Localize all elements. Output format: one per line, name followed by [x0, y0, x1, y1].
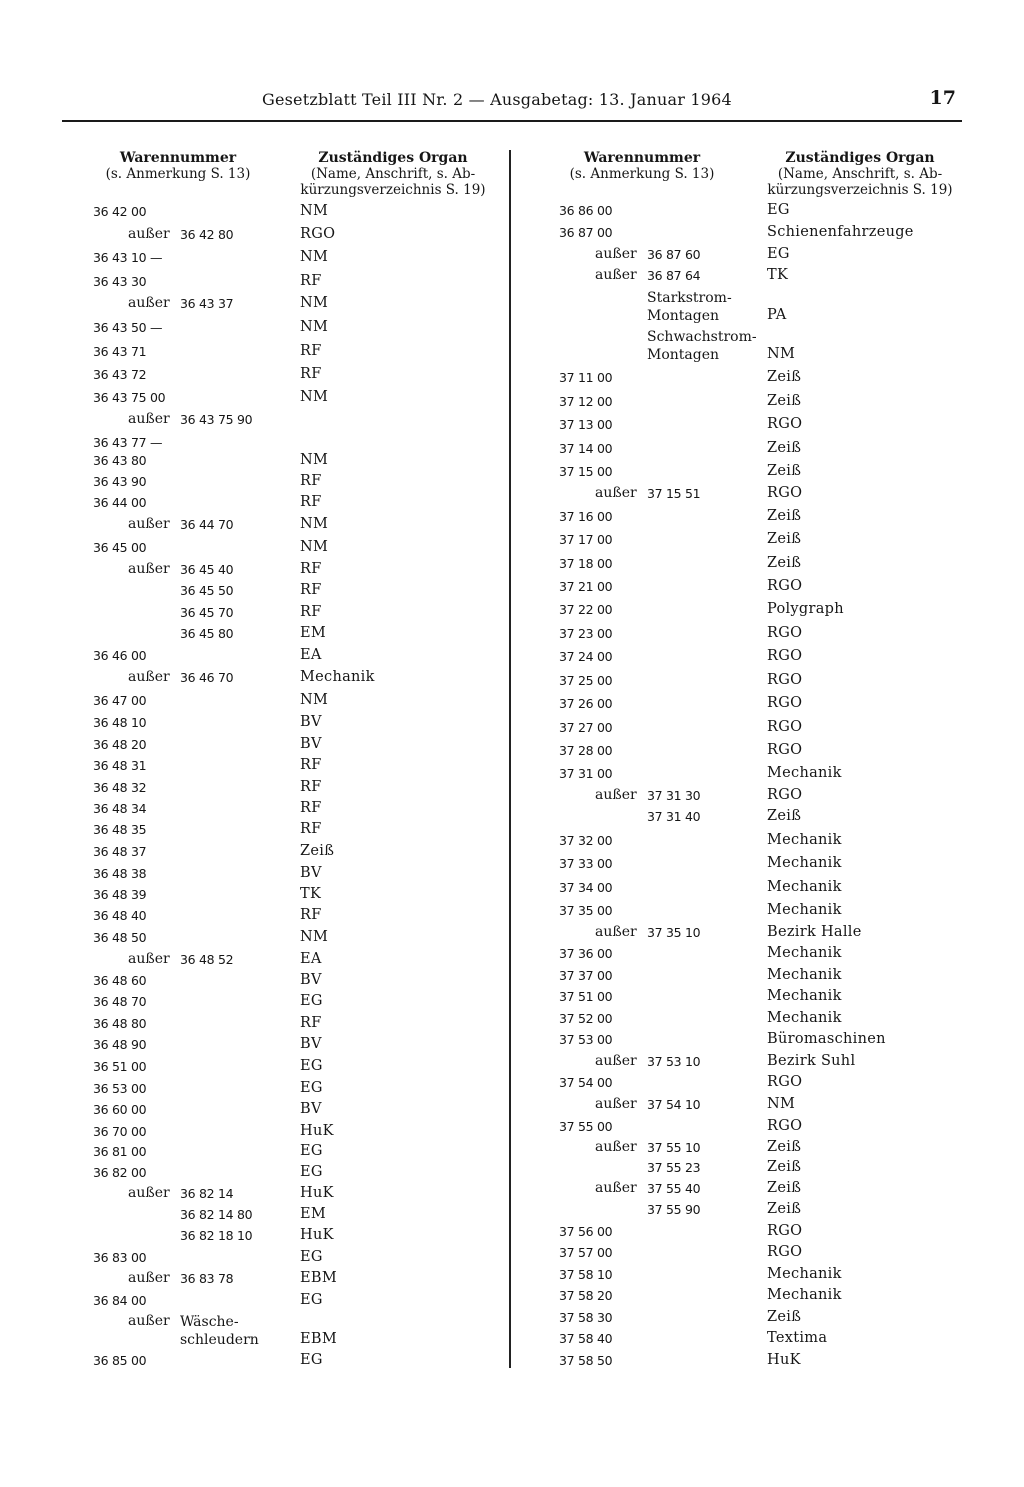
ware-number: 36 44 00 [93, 495, 147, 510]
organ-name: Zeiß [767, 1201, 802, 1217]
ware-number: 36 48 35 [93, 822, 147, 837]
ware-number: 37 12 00 [559, 394, 613, 409]
left-ware-heading: Warennummer (s. Anmerkung S. 13) [105, 150, 251, 182]
ware-number: 36 48 39 [93, 887, 147, 902]
ware-number: 37 55 40 [647, 1181, 701, 1196]
ware-number: 36 48 20 [93, 737, 147, 752]
organ-name: NM [300, 295, 329, 311]
organ-name: Zeiß [300, 843, 335, 859]
ware-number: 36 48 60 [93, 973, 147, 988]
ware-number: 36 82 14 80 [180, 1207, 253, 1222]
organ-name: RGO [767, 742, 803, 758]
ware-number: 37 14 00 [559, 441, 613, 456]
ausser-prefix: außer [595, 924, 637, 940]
organ-name: Zeiß [767, 369, 802, 385]
organ-name: RGO [767, 787, 803, 803]
organ-name: NM [300, 203, 329, 219]
organ-name: Mechanik [767, 902, 842, 918]
organ-name: RF [300, 582, 322, 598]
ware-number: 36 70 00 [93, 1124, 147, 1139]
ausser-prefix: außer [128, 1185, 170, 1201]
organ-name: RGO [767, 719, 803, 735]
ware-number: 37 55 10 [647, 1140, 701, 1155]
organ-name: HuK [767, 1352, 801, 1368]
ware-number: 37 15 00 [559, 464, 613, 479]
organ-name: NM [767, 1096, 796, 1112]
organ-name: Polygraph [767, 601, 844, 617]
organ-name: NM [767, 346, 796, 362]
ware-number: 36 42 80 [180, 227, 234, 242]
ware-number: 36 43 77 — [93, 435, 163, 450]
organ-name: RGO [767, 416, 803, 432]
ware-label: Schwachstrom- [647, 329, 757, 345]
organ-name: Zeiß [767, 463, 802, 479]
organ-name: Mechanik [767, 1287, 842, 1303]
right-ware-heading: Warennummer (s. Anmerkung S. 13) [569, 150, 715, 182]
organ-name: RF [300, 821, 322, 837]
ware-number: 37 53 10 [647, 1054, 701, 1069]
ware-number: 36 45 70 [180, 605, 234, 620]
ware-label: Montagen [647, 347, 720, 363]
organ-name: NM [300, 929, 329, 945]
organ-name: HuK [300, 1227, 334, 1243]
organ-name: EM [300, 625, 327, 641]
ware-number: 36 45 50 [180, 583, 234, 598]
ware-number: 37 54 00 [559, 1075, 613, 1090]
organ-name: Zeiß [767, 1159, 802, 1175]
organ-name: NM [300, 516, 329, 532]
ware-number: 36 48 34 [93, 801, 147, 816]
ware-number: 36 83 00 [93, 1250, 147, 1265]
organ-name: Büromaschinen [767, 1031, 886, 1047]
organ-name: Schienenfahrzeuge [767, 224, 914, 240]
organ-name: Mechanik [767, 988, 842, 1004]
ware-number: 37 21 00 [559, 579, 613, 594]
page-number: 17 [929, 87, 956, 109]
organ-name: Mechanik [767, 1010, 842, 1026]
organ-name: BV [300, 1101, 322, 1117]
ware-number: 37 22 00 [559, 602, 613, 617]
ware-number: 36 43 10 — [93, 250, 163, 265]
ware-number: 37 28 00 [559, 743, 613, 758]
ware-number: 36 43 30 [93, 274, 147, 289]
ware-number: 37 58 20 [559, 1288, 613, 1303]
organ-name: RF [300, 273, 322, 289]
ware-number: 37 55 00 [559, 1119, 613, 1134]
ware-number: 37 31 40 [647, 809, 701, 824]
organ-name: Mechanik [767, 855, 842, 871]
ware-label: schleudern [180, 1332, 259, 1348]
ware-number: 36 87 60 [647, 247, 701, 262]
ware-number: 37 58 10 [559, 1267, 613, 1282]
organ-name: PA [767, 307, 787, 323]
organ-name: RF [300, 494, 322, 510]
ware-number: 36 43 75 00 [93, 390, 166, 405]
ware-number: 37 57 00 [559, 1245, 613, 1260]
ware-number: 36 45 40 [180, 562, 234, 577]
ware-number: 37 13 00 [559, 417, 613, 432]
organ-name: BV [300, 736, 322, 752]
ware-number: 37 52 00 [559, 1011, 613, 1026]
ware-number: 37 58 50 [559, 1353, 613, 1368]
organ-name: Mechanik [767, 945, 842, 961]
organ-name: RGO [767, 1244, 803, 1260]
organ-name: RGO [767, 578, 803, 594]
organ-name: RGO [767, 1223, 803, 1239]
ware-number: 37 37 00 [559, 968, 613, 983]
ware-number: 36 43 71 [93, 344, 147, 359]
organ-name: HuK [300, 1123, 334, 1139]
organ-name: EG [300, 1292, 323, 1308]
organ-name: Mechanik [767, 1266, 842, 1282]
ware-number: 37 25 00 [559, 673, 613, 688]
organ-name: TK [300, 886, 322, 902]
ware-number: 37 24 00 [559, 649, 613, 664]
ausser-prefix: außer [128, 516, 170, 532]
organ-name: BV [300, 1036, 322, 1052]
ausser-prefix: außer [595, 787, 637, 803]
organ-name: Mechanik [767, 967, 842, 983]
ware-number: 36 43 72 [93, 367, 147, 382]
organ-name: RGO [767, 672, 803, 688]
ware-number: 37 35 00 [559, 903, 613, 918]
ware-number: 36 48 32 [93, 780, 147, 795]
organ-name: Zeiß [767, 1309, 802, 1325]
ausser-prefix: außer [595, 1053, 637, 1069]
ausser-prefix: außer [595, 1180, 637, 1196]
organ-name: EG [767, 246, 790, 262]
organ-name: EA [300, 951, 322, 967]
organ-name: Zeiß [767, 393, 802, 409]
ware-number: 36 45 80 [180, 626, 234, 641]
column-divider [509, 150, 511, 1368]
ausser-prefix: außer [128, 951, 170, 967]
ware-number: 36 43 50 — [93, 320, 163, 335]
organ-name: RF [300, 366, 322, 382]
ware-number: 36 43 75 90 [180, 412, 253, 427]
organ-name: Textima [767, 1330, 828, 1346]
ware-number: 36 43 80 [93, 453, 147, 468]
ware-number: 37 55 90 [647, 1202, 701, 1217]
organ-name: EBM [300, 1331, 337, 1347]
ware-number: 37 32 00 [559, 833, 613, 848]
organ-name: RGO [767, 485, 803, 501]
ware-number: 37 55 23 [647, 1160, 701, 1175]
ware-number: 36 85 00 [93, 1353, 147, 1368]
organ-name: EG [300, 1164, 323, 1180]
organ-name: EM [300, 1206, 327, 1222]
ausser-prefix: außer [128, 561, 170, 577]
organ-name: EG [300, 1058, 323, 1074]
ware-number: 37 15 51 [647, 486, 701, 501]
ware-number: 36 43 90 [93, 474, 147, 489]
ware-number: 36 48 38 [93, 866, 147, 881]
organ-name: NM [300, 389, 329, 405]
organ-name: RF [300, 343, 322, 359]
ware-number: 37 56 00 [559, 1224, 613, 1239]
organ-name: Mechanik [300, 669, 375, 685]
organ-name: EA [300, 647, 322, 663]
organ-name: EG [767, 202, 790, 218]
ware-number: 36 48 52 [180, 952, 234, 967]
organ-name: EG [300, 1352, 323, 1368]
ware-number: 36 44 70 [180, 517, 234, 532]
organ-name: NM [300, 539, 329, 555]
ware-number: 36 48 70 [93, 994, 147, 1009]
organ-name: RF [300, 473, 322, 489]
ware-number: 37 58 30 [559, 1310, 613, 1325]
organ-name: RGO [767, 625, 803, 641]
ware-number: 36 60 00 [93, 1102, 147, 1117]
organ-name: EBM [300, 1270, 337, 1286]
ware-label: Starkstrom- [647, 290, 732, 306]
gazette-title: Gesetzblatt Teil III Nr. 2 — Ausgabetag: 13. Januar 1964 [262, 90, 732, 109]
organ-name: HuK [300, 1185, 334, 1201]
ware-number: 36 84 00 [93, 1293, 147, 1308]
organ-name: NM [300, 319, 329, 335]
organ-name: Zeiß [767, 1139, 802, 1155]
organ-name: RGO [300, 226, 336, 242]
organ-name: Zeiß [767, 1180, 802, 1196]
ware-number: 36 47 00 [93, 693, 147, 708]
ware-number: 36 48 80 [93, 1016, 147, 1031]
right-organ-heading: Zuständiges Organ (Name, Anschrift, s. Ab- kürzungsverzeichnis S. 19) [767, 150, 953, 198]
organ-name: Mechanik [767, 832, 842, 848]
organ-name: RF [300, 779, 322, 795]
ware-number: 37 16 00 [559, 509, 613, 524]
ware-label: Wäsche- [180, 1314, 239, 1330]
ware-number: 36 83 78 [180, 1271, 234, 1286]
ware-number: 37 53 00 [559, 1032, 613, 1047]
ware-number: 36 48 90 [93, 1037, 147, 1052]
ware-number: 37 33 00 [559, 856, 613, 871]
ausser-prefix: außer [128, 1270, 170, 1286]
organ-name: Zeiß [767, 531, 802, 547]
organ-name: Zeiß [767, 808, 802, 824]
ware-number: 37 18 00 [559, 556, 613, 571]
ware-number: 36 86 00 [559, 203, 613, 218]
ware-number: 36 53 00 [93, 1081, 147, 1096]
organ-name: BV [300, 714, 322, 730]
ware-number: 37 11 00 [559, 370, 613, 385]
ware-number: 36 87 00 [559, 225, 613, 240]
organ-name: RGO [767, 1118, 803, 1134]
ware-number: 36 48 40 [93, 908, 147, 923]
organ-name: RGO [767, 1074, 803, 1090]
organ-name: RF [300, 1015, 322, 1031]
organ-name: RF [300, 757, 322, 773]
ware-number: 37 31 00 [559, 766, 613, 781]
organ-name: RGO [767, 695, 803, 711]
ware-number: 36 48 31 [93, 758, 147, 773]
organ-name: NM [300, 692, 329, 708]
ware-number: 36 81 00 [93, 1144, 147, 1159]
organ-name: EG [300, 1080, 323, 1096]
ware-number: 37 54 10 [647, 1097, 701, 1112]
ausser-prefix: außer [595, 267, 637, 283]
organ-name: RF [300, 604, 322, 620]
organ-name: BV [300, 865, 322, 881]
organ-name: Bezirk Halle [767, 924, 862, 940]
organ-name: Mechanik [767, 765, 842, 781]
organ-name: BV [300, 972, 322, 988]
organ-name: TK [767, 267, 789, 283]
organ-name: Zeiß [767, 555, 802, 571]
organ-name: RF [300, 561, 322, 577]
ware-number: 36 82 00 [93, 1165, 147, 1180]
organ-name: NM [300, 249, 329, 265]
organ-name: EG [300, 993, 323, 1009]
ware-number: 36 42 00 [93, 204, 147, 219]
ausser-prefix: außer [128, 1313, 170, 1329]
organ-name: RF [300, 800, 322, 816]
organ-name: Zeiß [767, 508, 802, 524]
ware-number: 37 58 40 [559, 1331, 613, 1346]
ware-number: 37 26 00 [559, 696, 613, 711]
page-header [62, 86, 962, 122]
ausser-prefix: außer [128, 295, 170, 311]
organ-name: Zeiß [767, 440, 802, 456]
organ-name: Mechanik [767, 879, 842, 895]
ware-number: 36 87 64 [647, 268, 701, 283]
ware-number: 36 82 18 10 [180, 1228, 253, 1243]
organ-name: RF [300, 907, 322, 923]
ausser-prefix: außer [595, 1096, 637, 1112]
ware-number: 37 51 00 [559, 989, 613, 1004]
ware-number: 36 45 00 [93, 540, 147, 555]
ware-number: 37 35 10 [647, 925, 701, 940]
organ-name: RGO [767, 648, 803, 664]
ware-number: 36 48 37 [93, 844, 147, 859]
ware-number: 36 43 37 [180, 296, 234, 311]
ware-number: 37 31 30 [647, 788, 701, 803]
ware-number: 37 23 00 [559, 626, 613, 641]
ware-number: 37 27 00 [559, 720, 613, 735]
ware-number: 37 17 00 [559, 532, 613, 547]
ware-number: 37 34 00 [559, 880, 613, 895]
organ-name: Bezirk Suhl [767, 1053, 856, 1069]
ware-number: 36 48 10 [93, 715, 147, 730]
ausser-prefix: außer [128, 411, 170, 427]
organ-name: NM [300, 452, 329, 468]
ware-number: 36 51 00 [93, 1059, 147, 1074]
ausser-prefix: außer [128, 226, 170, 242]
ausser-prefix: außer [595, 485, 637, 501]
ware-number: 36 82 14 [180, 1186, 234, 1201]
ware-number: 36 46 00 [93, 648, 147, 663]
ware-number: 37 36 00 [559, 946, 613, 961]
ausser-prefix: außer [595, 246, 637, 262]
organ-name: EG [300, 1249, 323, 1265]
ware-number: 36 48 50 [93, 930, 147, 945]
ware-label: Montagen [647, 308, 720, 324]
ausser-prefix: außer [128, 669, 170, 685]
ausser-prefix: außer [595, 1139, 637, 1155]
ware-number: 36 46 70 [180, 670, 234, 685]
organ-name: EG [300, 1143, 323, 1159]
left-organ-heading: Zuständiges Organ (Name, Anschrift, s. Ab- kürzungsverzeichnis S. 19) [300, 150, 486, 198]
